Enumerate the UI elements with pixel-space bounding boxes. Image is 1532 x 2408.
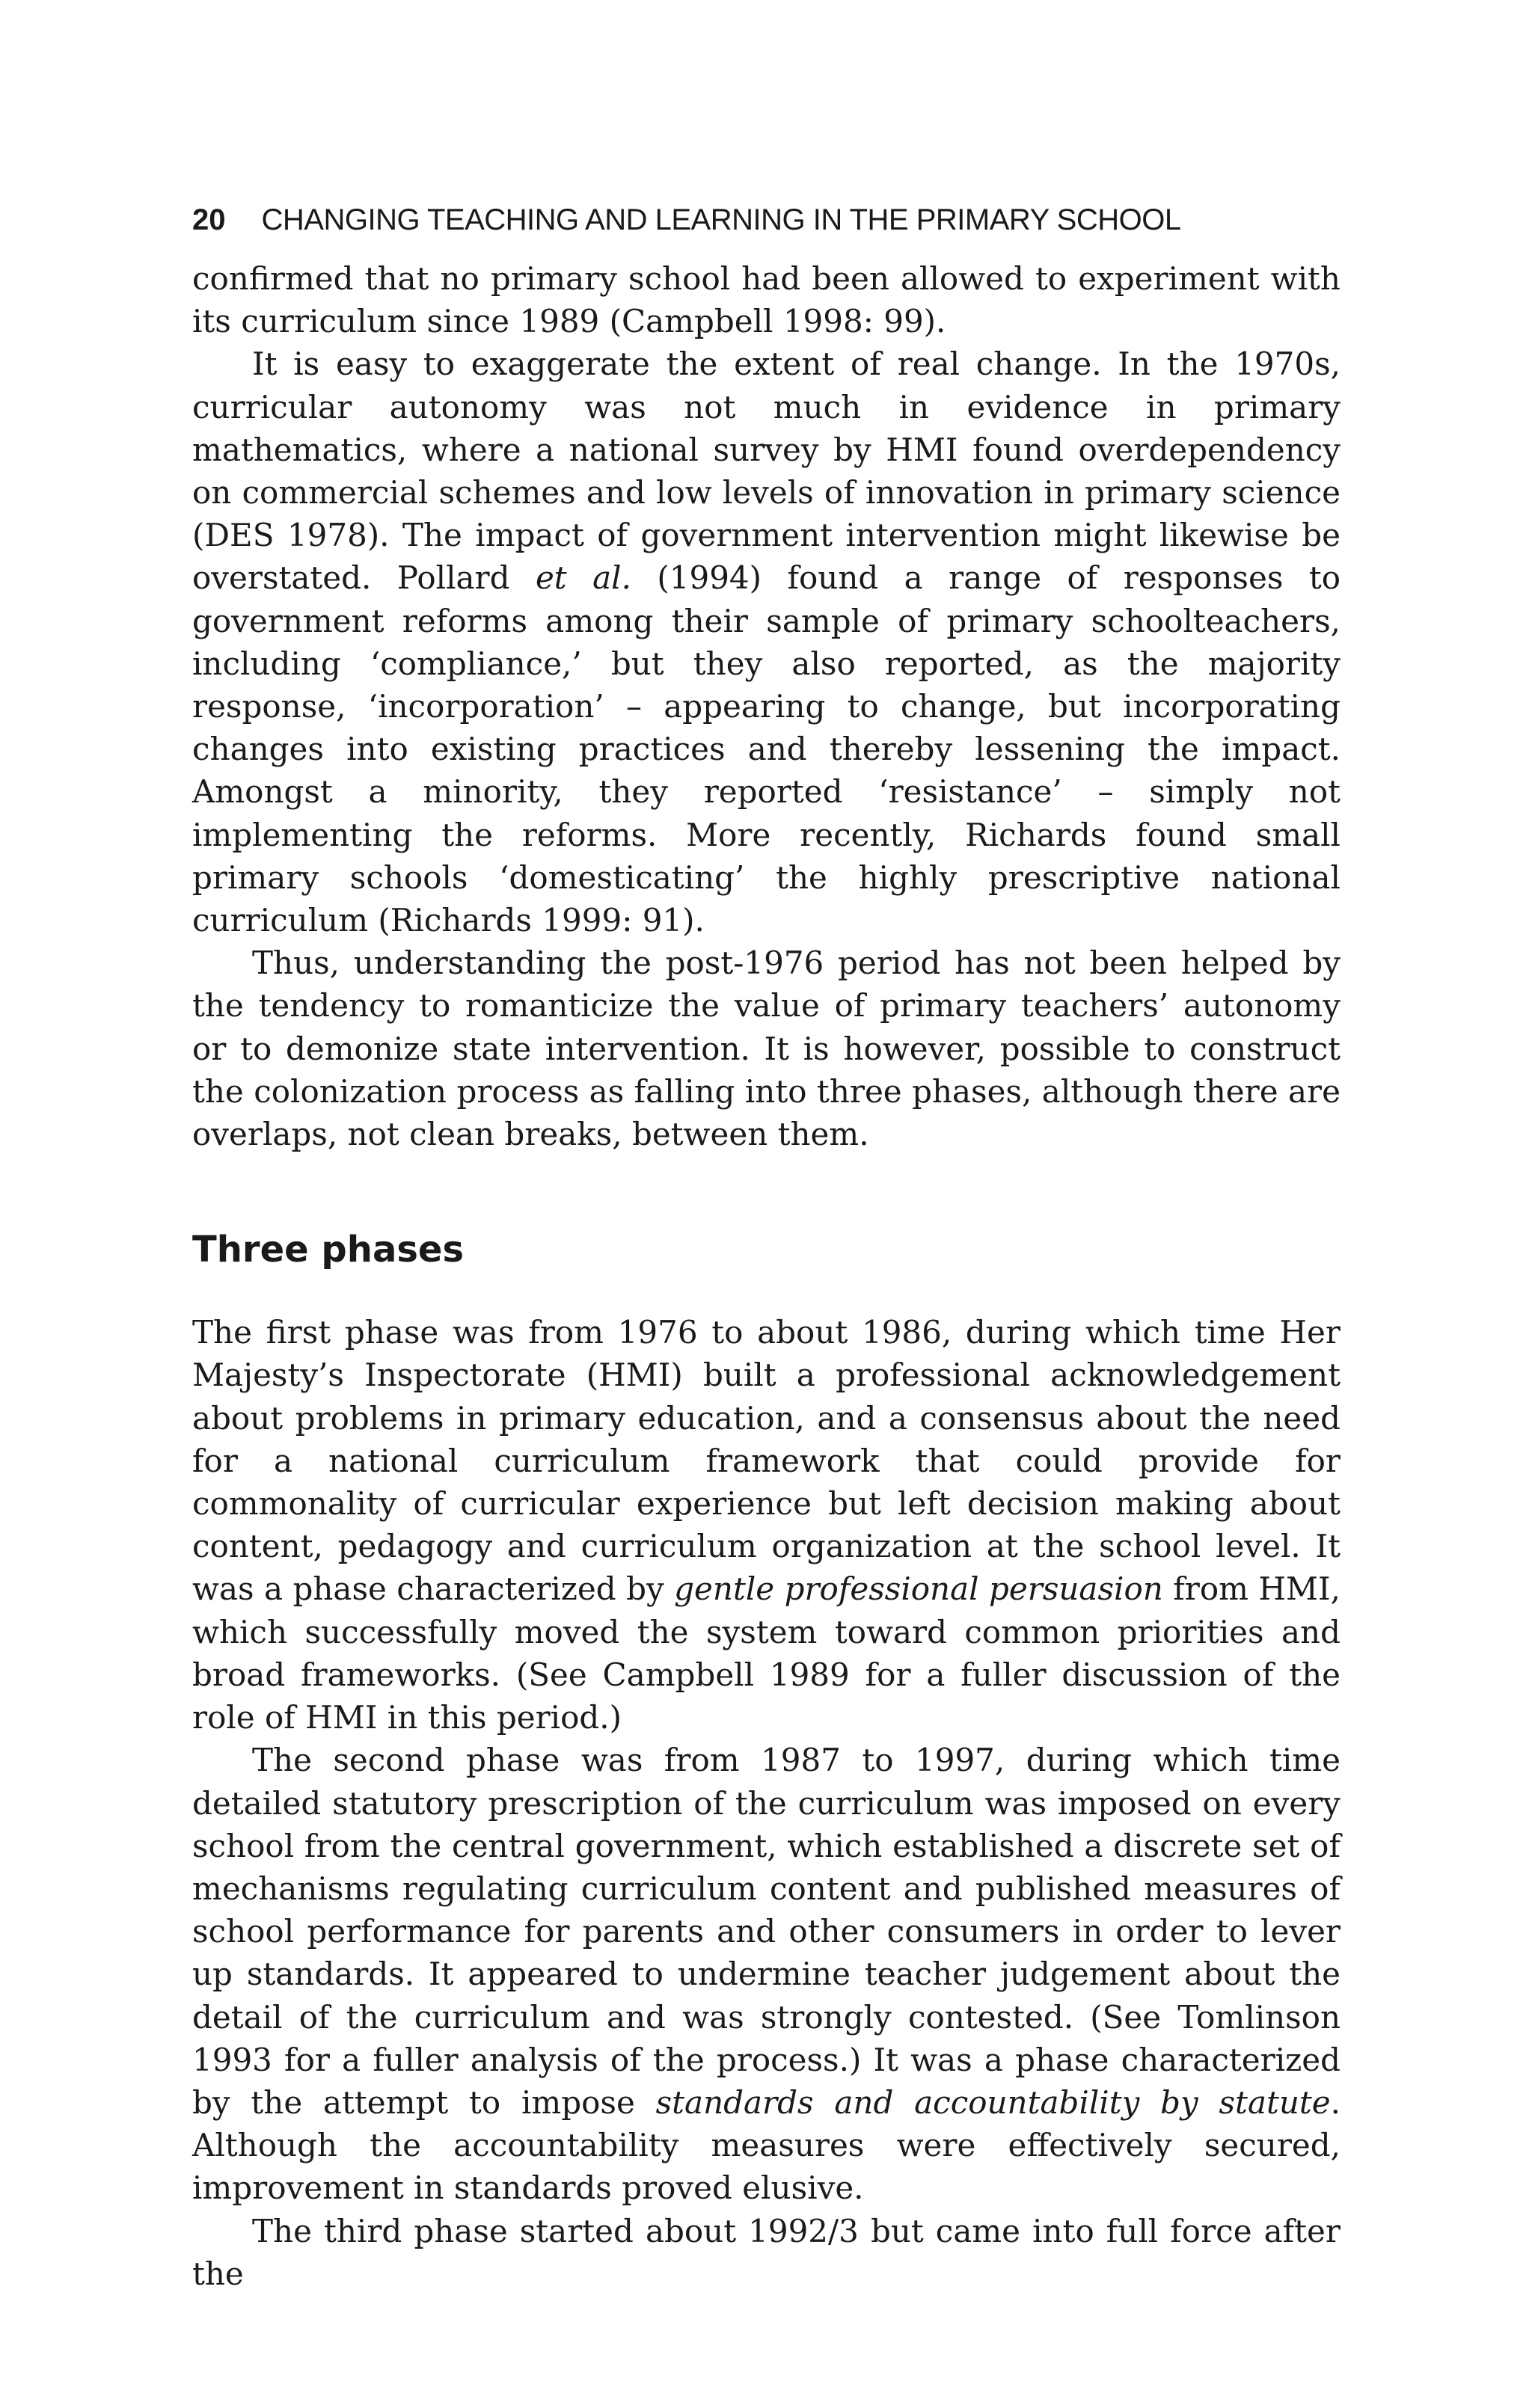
italic-text-run: et al. [535,559,631,597]
section-heading: Three phases [192,1229,465,1271]
paragraph-real-change [192,343,1340,942]
text-run: confirmed that no primary school had been allowed to experiment with its curriculum since 1989 (Campbell 1998: 99). [192,260,1340,340]
text-run: The first phase was from 1976 to about 1986, during which time Her Majesty’s Inspectorate (HMI) built a professional acknowledgement about problems in primary education, and a consensus about the need for a national curriculum framework that could provide for commonality of curricular experience but left decision making about content, pedagogy and curriculum organization at the school level. It was a phase characterized by [192,1314,1340,1608]
page-number: 20 [192,203,226,236]
italic-text-run: gentle professional persuasion [674,1570,1163,1608]
text-run: from HMI, which successfully moved the system toward common priorities and broad frameworks. (See Campbell 1989 for a fuller discussion of the role of HMI in this period.) [192,1570,1340,1736]
text-run: It is easy to exaggerate the extent of real change. In the 1970s, curricular autonomy was not much in evidence in primary mathematics, where a national survey by HMI found overdependency on commercial schemes and low levels of innovation in primary science (DES 1978). The impact of government intervention might likewise be overstated. Pollard [192,345,1340,597]
running-title: CHANGING TEACHING AND LEARNING IN THE PRIMARY SCHOOL [261,203,1181,236]
book-page [192,202,1340,2295]
paragraph-second-phase [192,1739,1340,2209]
text-run: The third phase started about 1992/3 but came into full force after the [192,2212,1340,2292]
paragraph-post-1976 [192,942,1340,1155]
running-header [192,202,1340,238]
italic-text-run: standards and accountability by statute [655,2083,1331,2121]
paragraph-first-phase [192,1311,1340,1739]
text-run: (1994) found a range of responses to government reforms among their sample of primary schoolteachers, including ‘compliance,’ but they also reported, as the majority response, ‘incorporation’ – appearing to change, but incorporating changes into existing practices and thereby lessening the impact. Amongst a minority, they reported ‘resistance’ – simply not implementing the reforms. More recently, Richards found small primary schools ‘domesticating’ the highly prescriptive national curriculum (Richards 1999: 91). [192,559,1340,939]
text-run: The second phase was from 1987 to 1997, during which time detailed statutory prescription of the curriculum was imposed on every school from the central government, which established a discrete set of mechanisms regulating curriculum content and published measures of school performance for parents and other consumers in order to lever up standards. It appeared to undermine teacher judgement about the detail of the curriculum and was strongly contested. (See Tomlinson 1993 for a fuller analysis of the process.) It was a phase characterized by the attempt to impose [192,1742,1340,2121]
paragraph-third-phase [192,2210,1340,2295]
text-run: . Although the accountability measures were effectively secured, improvement in standards proved elusive. [192,2083,1340,2207]
text-run: Thus, understanding the post-1976 period has not been helped by the tendency to romanticize the value of primary teachers’ autonomy or to demonize state intervention. It is however, possible to construct the colonization process as falling into three phases, although there are overlaps, not clean breaks, between them. [192,945,1340,1153]
body-text [192,257,1340,2295]
paragraph-continued [192,257,1340,343]
